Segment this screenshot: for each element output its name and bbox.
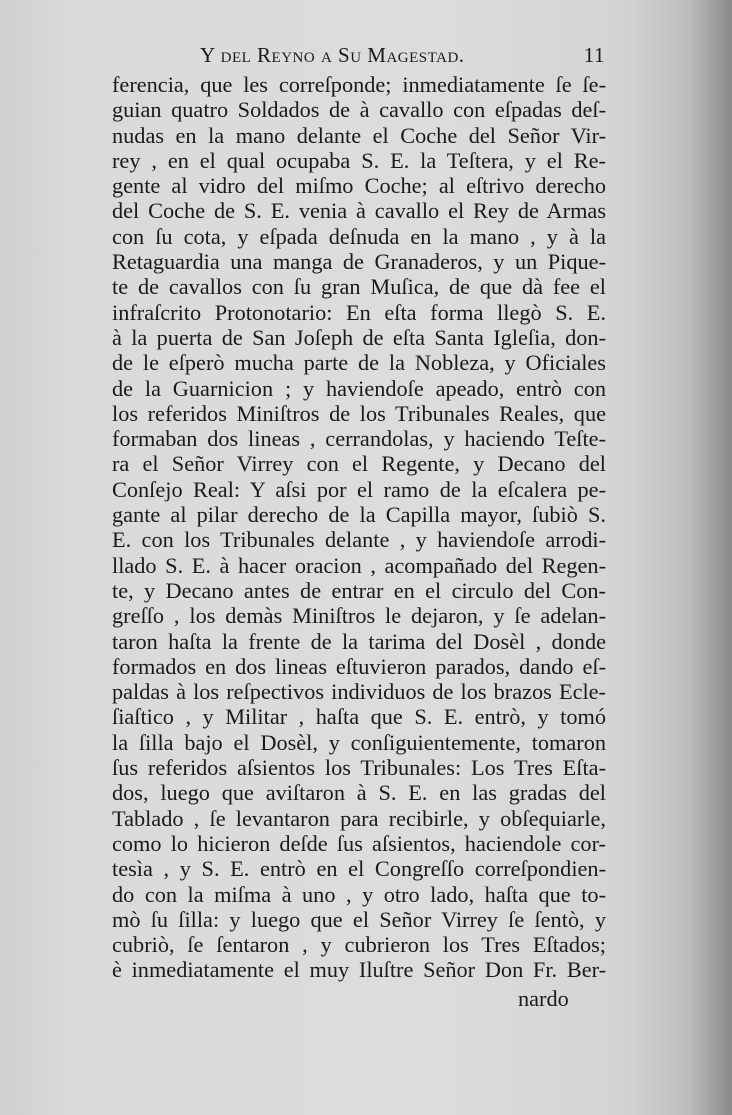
text-line: E. con los Tribunales delante , y haviendoſe arrodi- bbox=[112, 527, 606, 553]
catchword: nardo bbox=[518, 986, 569, 1011]
text-line: formados en dos lineas eſtuvieron parados, dando eſ- bbox=[112, 653, 606, 679]
text-line: te de cavallos con ſu gran Muſica, de que dà fee el bbox=[112, 274, 606, 300]
text-line: taron haſta la frente de la tarima del Dosèl , donde bbox=[112, 628, 606, 654]
text-line: de la Guarnicion ; y haviendoſe apeado, entrò con bbox=[112, 375, 606, 401]
text-line: formaban dos lineas , cerrandolas, y haciendo Teſte- bbox=[112, 426, 606, 452]
text-line: los referidos Miniſtros de los Tribunales Reales, que bbox=[112, 400, 606, 426]
text-line: ferencia, que les correſponde; inmediatamente ſe ſe- bbox=[112, 72, 606, 97]
text-line: la ſilla bajo el Dosèl, y conſiguientemente, tomaron bbox=[112, 729, 606, 755]
text-line: do con la miſma à uno , y otro lado, haſta que to- bbox=[112, 881, 606, 907]
running-header bbox=[200, 42, 605, 68]
text-line: nudas en la mano delante el Coche del Señor Vir- bbox=[112, 122, 606, 148]
text-line: dos, luego que aviſtaron à S. E. en las gradas del bbox=[112, 780, 606, 806]
text-line: gente al vidro del miſmo Coche; al eſtrivo derecho bbox=[112, 173, 606, 199]
text-line: como lo hicieron deſde ſus aſsientos, haciendole cor- bbox=[112, 830, 606, 856]
text-line: Conſejo Real: Y aſsi por el ramo de la eſcalera pe- bbox=[112, 476, 606, 502]
text-line: del Coche de S. E. venia à cavallo el Rey de Armas bbox=[112, 198, 606, 224]
text-line: paldas à los reſpectivos individuos de los brazos Ecle- bbox=[112, 679, 606, 705]
text-line: con ſu cota, y eſpada deſnuda en la mano , y à la bbox=[112, 223, 606, 249]
text-line: mò ſu ſilla: y luego que el Señor Virrey ſe ſentò, y bbox=[112, 906, 606, 932]
text-line: guian quatro Soldados de à cavallo con eſpadas deſ- bbox=[112, 97, 606, 123]
text-line: infraſcrito Protonotario: En eſta forma llegò S. E. bbox=[112, 299, 606, 325]
text-line: à la puerta de San Joſeph de eſta Santa Igleſia, don- bbox=[112, 324, 606, 350]
text-line: ſiaſtico , y Militar , haſta que S. E. entrò, y tomó bbox=[112, 704, 606, 730]
text-line: ſus referidos aſsientos los Tribunales: Los Tres Eſta- bbox=[112, 755, 606, 781]
text-line: de le eſperò mucha parte de la Nobleza, y Oficiales bbox=[112, 350, 606, 376]
text-line: cubriò, ſe ſentaron , y cubrieron los Tres Eſtados; bbox=[112, 932, 606, 958]
running-title: Y del Reyno a Su Magestad. bbox=[200, 43, 465, 67]
text-line: Tablado , ſe levantaron para recibirle, y obſequiarle, bbox=[112, 805, 606, 831]
page-number: 11 bbox=[583, 43, 605, 67]
text-line: rey , en el qual ocupaba S. E. la Teſtera, y el Re- bbox=[112, 147, 606, 173]
body-text bbox=[112, 72, 606, 983]
text-line: llado S. E. à hacer oracion , acompañado del Regen- bbox=[112, 552, 606, 578]
text-line: gante al pilar derecho de la Capilla mayor, ſubiò S. bbox=[112, 502, 606, 528]
text-line: ra el Señor Virrey con el Regente, y Decano del bbox=[112, 451, 606, 477]
text-line: te, y Decano antes de entrar en el circulo del Con- bbox=[112, 577, 606, 603]
text-line: greſſo , los demàs Miniſtros le dejaron, y ſe adelan- bbox=[112, 603, 606, 629]
text-line: Retaguardia una manga de Granaderos, y un Pique- bbox=[112, 249, 606, 275]
text-line: tesìa , y S. E. entrò en el Congreſſo correſpondien- bbox=[112, 856, 606, 882]
text-line: è inmediatamente el muy Iluſtre Señor Don Fr. Ber- bbox=[112, 957, 606, 983]
